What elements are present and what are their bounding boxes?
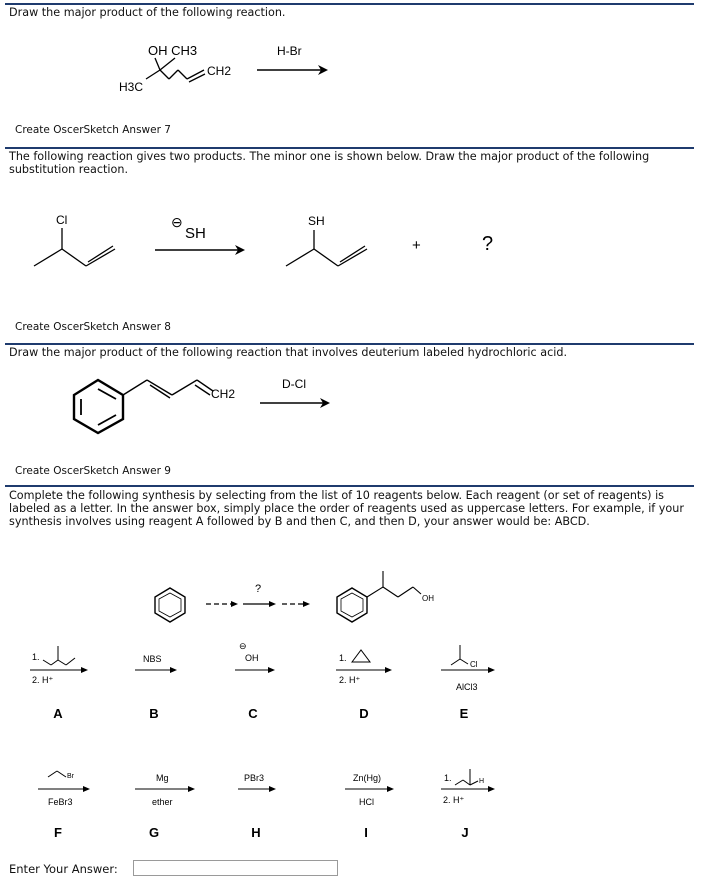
reagent-b-top: NBS [143, 654, 162, 664]
q1-h3c-label: H3C [119, 80, 144, 94]
answer-input[interactable] [133, 860, 338, 876]
question-prompt: Draw the major product of the following reaction that involves deuterium labeled hydrochloric acid. [9, 346, 567, 359]
q1-reagent-label: H-Br [277, 44, 302, 58]
q2-plus-sign: + [412, 237, 421, 254]
q1-ch2-label: CH2 [207, 64, 232, 78]
q4-question-mark: ? [255, 583, 262, 595]
question-prompt: The following reaction gives two products. The minor one is shown below. Draw the major product of the following substitution reaction. [9, 150, 650, 176]
create-answer-7-link[interactable]: Create OscerSketch Answer 7 [15, 124, 171, 136]
reagent-i-top: Zn(Hg) [353, 773, 382, 783]
reagent-c-top: OH [245, 653, 259, 663]
reagent-letter-d: D [359, 706, 369, 721]
reagent-i-bottom: HCl [359, 797, 374, 807]
reagent-letter-e: E [459, 706, 469, 721]
reagent-letter-j: J [461, 825, 469, 840]
reagent-f-br: Br [67, 773, 74, 780]
reagent-letter-i: I [364, 825, 368, 840]
reagent-letter-g: G [148, 825, 160, 840]
q4-product-oh-label: OH [422, 594, 434, 603]
reagent-letter-b: B [149, 706, 159, 721]
reagent-g-bottom: ether [152, 797, 173, 807]
question-prompt: Complete the following synthesis by selecting from the list of 10 reagents below. Each reagent (or set of reagents) is labeled as a letter. In the answer box, simply place the order of reagents used as uppercase letters. For example, if your synthesis involves using reagent A followed by B and then C, and then D, your answer would be: ABCD. [9, 489, 684, 528]
q2-product-sh-label: SH [308, 214, 325, 228]
create-answer-9-link[interactable]: Create OscerSketch Answer 9 [15, 465, 171, 477]
reagent-a-step1: 1. [32, 652, 40, 662]
reagent-a-step2: 2. H⁺ [32, 675, 54, 685]
q3-reagent-label: D-Cl [282, 377, 306, 391]
q2-nucleophile-label: SH [185, 225, 206, 242]
reagent-e-cl: Cl [470, 660, 478, 669]
q2-unknown-product: ? [482, 233, 494, 255]
question-prompt: Draw the major product of the following reaction. [9, 6, 286, 19]
reagent-letter-h: H [251, 825, 261, 840]
reagent-j-step2: 2. H⁺ [443, 795, 465, 805]
reagent-d-step2: 2. H⁺ [339, 675, 361, 685]
answer-label: Enter Your Answer: [9, 862, 118, 876]
reagent-letter-f: F [54, 825, 62, 840]
q2-thiolate-charge: ⊖ [171, 214, 183, 230]
q3-ch2-label: CH2 [211, 387, 236, 401]
reagent-f-bottom: FeBr3 [48, 797, 73, 807]
reagent-letter-c: C [248, 706, 258, 721]
reagent-j-h: H [479, 778, 485, 785]
q2-cl-label: Cl [56, 213, 68, 227]
reagent-letter-a: A [53, 706, 63, 721]
reagent-c-charge: ⊖ [239, 641, 247, 651]
q1-oh-ch3-label: OH CH3 [148, 43, 198, 58]
reagent-e-bottom: AlCl3 [456, 682, 478, 692]
reagent-g-top: Mg [156, 773, 169, 783]
reagent-j-step1: 1. [444, 773, 452, 783]
reagent-h-top: PBr3 [244, 773, 265, 783]
reagent-d-step1: 1. [339, 653, 347, 663]
create-answer-8-link[interactable]: Create OscerSketch Answer 8 [15, 321, 171, 333]
